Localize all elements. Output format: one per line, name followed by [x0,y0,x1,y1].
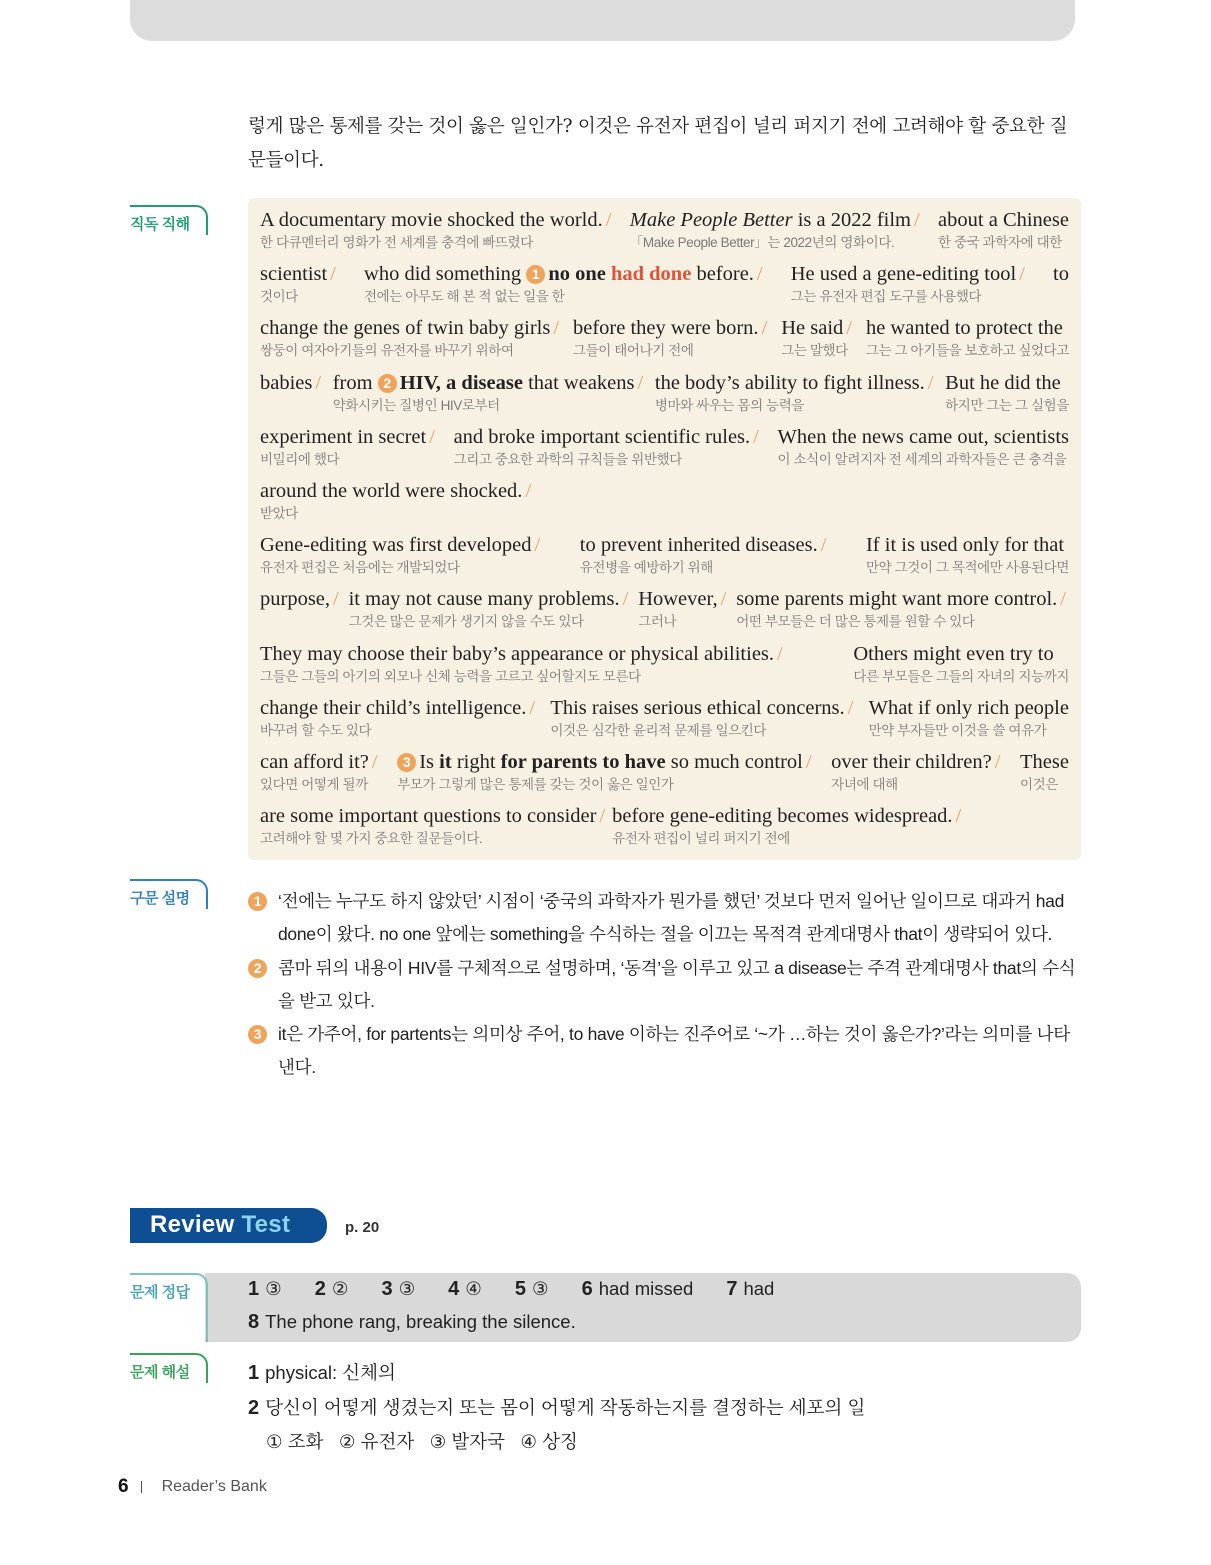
slash-divider: / [753,425,759,448]
reading-chunk [612,802,964,856]
reading-line [260,314,1069,368]
english-run: A documentary movie shocked the world. [260,209,603,231]
english-run: the body’s ability to fight illness. [654,371,925,394]
reading-chunk [550,694,856,748]
reading-chunk [260,802,608,856]
answer-value: The phone rang, breaking the silence. [265,1311,576,1332]
english-run: had done [610,263,692,286]
english-run: change the genes of twin baby girls [260,317,551,340]
reading-chunk [260,206,614,260]
answer-item [582,1278,694,1301]
english-text [260,802,608,830]
english-text [1020,748,1069,776]
reading-chunk [573,314,770,368]
english-text [349,585,632,613]
english-text [454,423,762,451]
answer-item [381,1278,415,1301]
english-run: for parents to have [500,750,666,773]
english-run: scientist [260,263,328,286]
english-run: babies [260,371,313,394]
korean-translation: 그러나 [638,614,677,630]
english-run: However, [638,588,718,611]
number-marker-icon: 2 [378,374,397,393]
reading-chunk [866,314,1069,368]
slash-divider: / [720,588,727,611]
grammar-explanations [248,885,1083,1085]
answer-item [248,1278,282,1301]
english-text [550,694,856,722]
korean-translation: 병마와 싸우는 몸의 능력을 [654,397,804,413]
korean-translation: 유전자 편집은 처음에는 개발되었다 [260,560,460,576]
reading-chunk [260,314,562,368]
solution-item [248,1425,865,1459]
answer-value: ③ [532,1278,549,1299]
english-text [945,369,1069,397]
label-grammar-text: 구문 설명 [130,890,190,907]
english-run: Make People Better [629,209,793,231]
english-text [364,260,766,288]
english-text [612,802,964,830]
reading-line [260,694,1069,748]
answer-item [515,1278,549,1301]
english-run: is a 2022 film [792,209,911,231]
reading-chunk [1053,260,1069,314]
reading-line [260,369,1069,423]
korean-translation: 유전병을 예방하기 위해 [579,560,713,576]
english-run: right [451,750,501,773]
english-run: purpose, [260,588,331,611]
reading-chunk [869,694,1069,748]
english-run: to prevent inherited diseases. [579,534,818,557]
english-run: he wanted to protect the [865,317,1063,340]
english-run: But he did the [945,371,1061,394]
korean-translation: 전에는 아무도 해 본 적 없는 일을 한 [364,289,565,305]
explanation-item [248,952,1083,1019]
reading-chunk [260,640,786,694]
english-run: are some important questions to consider [260,805,597,828]
english-run: change their child’s intelligence. [260,696,527,719]
english-run: who did something [364,263,527,286]
answers-row-1 [248,1278,774,1301]
english-run: from [332,371,378,394]
explanation-item [248,885,1083,952]
answer-item [726,1278,774,1301]
english-text [260,260,339,288]
reading-line [260,423,1069,477]
english-run: He said [781,317,844,340]
english-run: it may not cause many problems. [348,588,620,611]
answer-number: 5 [514,1278,526,1300]
slash-divider: / [330,263,336,286]
english-run: before. [691,263,754,286]
korean-translation: 「Make People Better」는 2022년의 영화이다. [629,235,895,250]
slash-divider: / [315,371,322,394]
explanation-text: 콤마 뒤의 내용이 HIV를 구체적으로 설명하며, ‘동격’을 이루고 있고 a disease는 주격 관계대명사 that의 수식을 받고 있다. [278,957,1076,1011]
review-test-badge [130,1208,327,1243]
reading-chunk [333,369,646,423]
english-text [638,585,729,613]
english-run: no one [548,263,606,286]
reading-chunk [831,748,1003,802]
reading-chunk [260,585,342,639]
reading-chunk [260,477,534,531]
slash-divider: / [955,805,962,828]
explanation-text: it은 가주어, for partents는 의미상 주어, to have 이하는 진주어로 ‘~가 …하는 것이 옳은가?’라는 의미를 나타낸다. [278,1024,1070,1078]
korean-translation: 이것은 [1020,776,1058,792]
english-text [260,531,543,559]
korean-translation: 부모가 그렇게 많은 통제를 갖는 것이 옳은 일인가 [397,776,674,792]
english-text [573,314,770,342]
korean-translation: 그것은 많은 문제가 생기지 않을 수도 있다 [348,614,584,630]
reading-chunk [791,260,1028,314]
english-run: Is [419,750,440,773]
english-run: before they were born. [573,317,759,340]
solution-number: 2 [248,1396,260,1419]
label-reading [130,205,208,235]
korean-translation: 고려해야 할 몇 가지 중요한 질문들이다. [260,831,483,847]
korean-translation: 그는 유전자 편집 도구를 사용했다 [790,289,982,305]
reading-chunk [454,423,762,477]
slash-divider: / [846,317,852,340]
footer-divider [141,1481,142,1493]
reading-box [248,198,1081,860]
slash-divider: / [1060,588,1066,611]
reading-chunk [260,260,339,314]
label-answers [130,1273,208,1342]
korean-translation: 그들은 그들의 아기의 외모나 신체 능력을 고르고 싶어할지도 모른다 [260,668,641,684]
reading-line [260,531,1069,585]
english-text [938,206,1069,234]
reading-chunk [397,748,814,802]
slash-divider: / [927,371,934,394]
number-marker-icon: 1 [248,892,267,911]
english-run: When the news came out, scientists [777,425,1069,448]
english-run: experiment in secret [260,425,427,448]
english-text [260,206,614,234]
slash-divider: / [371,750,378,773]
english-run: He used a gene-editing tool [790,263,1017,286]
reading-chunk [260,423,438,477]
english-text [260,423,438,451]
intro-translation: 렇게 많은 통제를 갖는 것이 옳은 일인가? 이것은 유전자 편집이 널리 퍼지기 전에 고려해야 할 중요한 질문들이다. [248,116,1068,171]
review-title: Review [150,1211,235,1238]
english-text [831,748,1003,776]
book-title: Reader’s Bank [161,1478,267,1495]
english-run: HIV, a disease [399,371,523,394]
korean-translation: 받았다 [260,505,298,521]
korean-translation: 있다면 어떻게 될까 [260,776,368,792]
label-reading-text: 직독 직해 [130,216,190,233]
slash-divider: / [847,696,854,719]
reading-chunk [853,640,1069,694]
english-text [655,369,937,397]
solution-item [248,1356,865,1391]
slash-divider: / [599,805,606,828]
explanation-text: ‘전에는 누구도 하지 않았던’ 시점이 ‘중국의 과학자가 뭔가를 했던’ 것보다 먼저 일어난 일이므로 대과거 had done이 왔다. no one 앞에는 something을 수식하는 절을 이끄는 목적격 관계대명사 that이 생략되어 있다. [278,891,1065,945]
korean-translation: 만약 부자들만 이것을 쓸 여유가 [868,722,1047,738]
reading-chunk [1020,748,1069,802]
english-text [580,531,830,559]
slash-divider: / [761,317,768,340]
english-text [778,423,1069,451]
korean-translation: 비밀리에 했다 [260,451,340,467]
number-marker-icon: 3 [248,1025,267,1044]
solution-item [248,1391,865,1426]
slash-divider: / [820,534,827,557]
english-run: so much control [665,750,803,773]
reading-chunk [580,531,830,585]
korean-translation: 쌍둥이 여자아기들의 유전자를 바꾸기 위하여 [260,343,514,359]
number-marker-icon: 1 [526,265,545,284]
korean-translation: 한 중국 과학자에 대한 [938,235,1062,250]
page-number: 6 [118,1476,129,1497]
english-run: that weakens [522,371,635,394]
english-text [260,694,538,722]
answer-value: ② [331,1278,349,1299]
reading-line [260,206,1069,260]
answer-number: 2 [314,1278,326,1300]
english-run: What if only rich people [868,696,1069,719]
reading-line [260,802,1069,856]
answer-value: ③ [265,1278,282,1299]
solution-text: ① 조화 ② 유전자 ③ 발자국 ④ 상징 [266,1431,578,1452]
label-grammar [130,879,208,909]
korean-translation: 약화시키는 질병인 HIV로부터 [332,397,500,413]
english-run: If it is used only for that [865,534,1065,557]
answer-value: ③ [398,1278,416,1299]
english-run: This raises serious ethical concerns. [550,696,845,719]
reading-chunk [260,694,538,748]
slash-divider: / [994,750,1001,773]
korean-translation: 유전자 편집이 널리 퍼지기 전에 [612,831,790,847]
reading-line [260,477,1069,531]
english-run: can afford it? [260,750,369,773]
slash-divider: / [553,317,560,340]
page-reference: p. 20 [345,1219,380,1236]
slash-divider: / [333,588,339,611]
slash-divider: / [1019,263,1025,286]
slash-divider: / [429,425,435,448]
english-text [1053,260,1069,288]
korean-translation: 자녀에 대해 [831,776,898,792]
reading-chunk [630,206,923,260]
korean-translation: 그는 그 아기들을 보호하고 싶었다고 [865,343,1069,359]
answer-number: 7 [726,1278,738,1300]
english-text [260,477,534,505]
korean-translation: 하지만 그는 그 실험을 [945,397,1069,413]
slash-divider: / [637,371,644,394]
reading-line [260,260,1069,314]
slash-divider: / [534,534,541,557]
english-run: some parents might want more control. [736,588,1058,611]
korean-translation: 다른 부모들은 그들의 자녀의 지능까지 [853,668,1069,684]
answer-number: 3 [381,1278,393,1300]
korean-translation: 그리고 중요한 과학의 규칙들을 위반했다 [453,451,682,467]
slash-divider: / [605,209,612,231]
reading-chunk [638,585,729,639]
answer-value: had missed [598,1278,694,1299]
english-run: These [1020,750,1069,773]
english-text [736,585,1069,613]
english-run: over their children? [831,750,992,773]
reading-chunk [260,531,543,585]
answer-value: ④ [465,1278,482,1299]
korean-translation: 바꾸려 할 수도 있다 [260,722,372,738]
reading-chunk [938,206,1069,260]
answer-number: 8 [248,1311,260,1333]
slash-divider: / [805,750,812,773]
reading-chunk [260,748,381,802]
answer-number: 1 [248,1278,260,1300]
reading-chunk [655,369,937,423]
answer-item [248,1311,576,1334]
english-run: They may choose their baby’s appearance or physical abilities. [260,642,775,665]
answer-number: 6 [581,1278,593,1300]
english-text [260,640,786,668]
english-text [866,531,1069,559]
solution-text: 당신이 어떻게 생겼는지 또는 몸이 어떻게 작동하는지를 결정하는 세포의 일 [265,1396,866,1418]
korean-translation: 그는 말했다 [781,343,848,359]
english-text [397,748,814,776]
english-text [791,260,1028,288]
answer-number: 4 [448,1278,460,1300]
reading-chunk [260,369,324,423]
label-solutions-text: 문제 해설 [130,1364,190,1381]
korean-translation: 그들이 태어나기 전에 [573,343,694,359]
answer-item [315,1278,349,1301]
english-text [781,314,855,342]
korean-translation: 어떤 부모들은 더 많은 통제를 원할 수 있다 [736,614,975,630]
reading-line [260,585,1069,639]
slash-divider: / [914,209,920,231]
korean-translation: 것이다 [260,289,298,305]
slash-divider: / [622,588,629,611]
english-run: around the world were shocked. [260,479,523,502]
reading-line [260,640,1069,694]
slash-divider: / [756,263,763,286]
answer-item [448,1278,482,1301]
answer-value: had [743,1278,775,1299]
english-run: to [1053,263,1069,286]
solutions-list [248,1356,865,1459]
korean-translation: 이 소식이 알려지자 전 세계의 과학자들은 큰 충격을 [777,451,1067,467]
label-answers-text: 문제 정답 [130,1284,190,1301]
slash-divider: / [529,696,536,719]
number-marker-icon: 3 [397,753,416,772]
reading-chunk [364,260,766,314]
english-text [260,748,381,776]
english-text [260,585,342,613]
page-footer [118,1476,267,1498]
slash-divider: / [525,479,532,502]
english-run: and broke important scientific rules. [453,425,751,448]
label-solutions [130,1353,208,1383]
reading-chunk [349,585,632,639]
slash-divider: / [777,642,783,665]
english-run: Gene-editing was first developed [260,534,532,557]
reading-chunk [866,531,1069,585]
top-header-bar [130,0,1075,41]
english-run: about a Chinese [938,209,1069,231]
reading-chunk [781,314,855,368]
reading-line [260,748,1069,802]
english-text [333,369,646,397]
english-text [866,314,1069,342]
english-run: Others might even try to [853,642,1054,665]
english-text [853,640,1069,668]
english-text [630,206,923,234]
english-text [260,314,562,342]
english-text [869,694,1069,722]
korean-translation: 이것은 심각한 윤리적 문제를 일으킨다 [550,722,767,738]
explanation-item [248,1018,1083,1085]
reading-chunk [778,423,1069,477]
test-title: Test [241,1211,291,1238]
number-marker-icon: 2 [248,959,267,978]
reading-chunk [945,369,1069,423]
solution-number: 1 [248,1362,260,1384]
solution-text: physical: 신체의 [265,1362,396,1383]
korean-translation: 한 다큐멘터리 영화가 전 세계를 충격에 빠뜨렸다 [260,235,533,250]
korean-translation: 만약 그것이 그 목적에만 사용된다면 [865,560,1069,576]
english-text [260,369,324,397]
answers-row-2 [248,1311,576,1334]
reading-chunk [736,585,1069,639]
english-run: before gene-editing becomes widespread. [612,805,953,828]
english-run: it [439,750,452,773]
